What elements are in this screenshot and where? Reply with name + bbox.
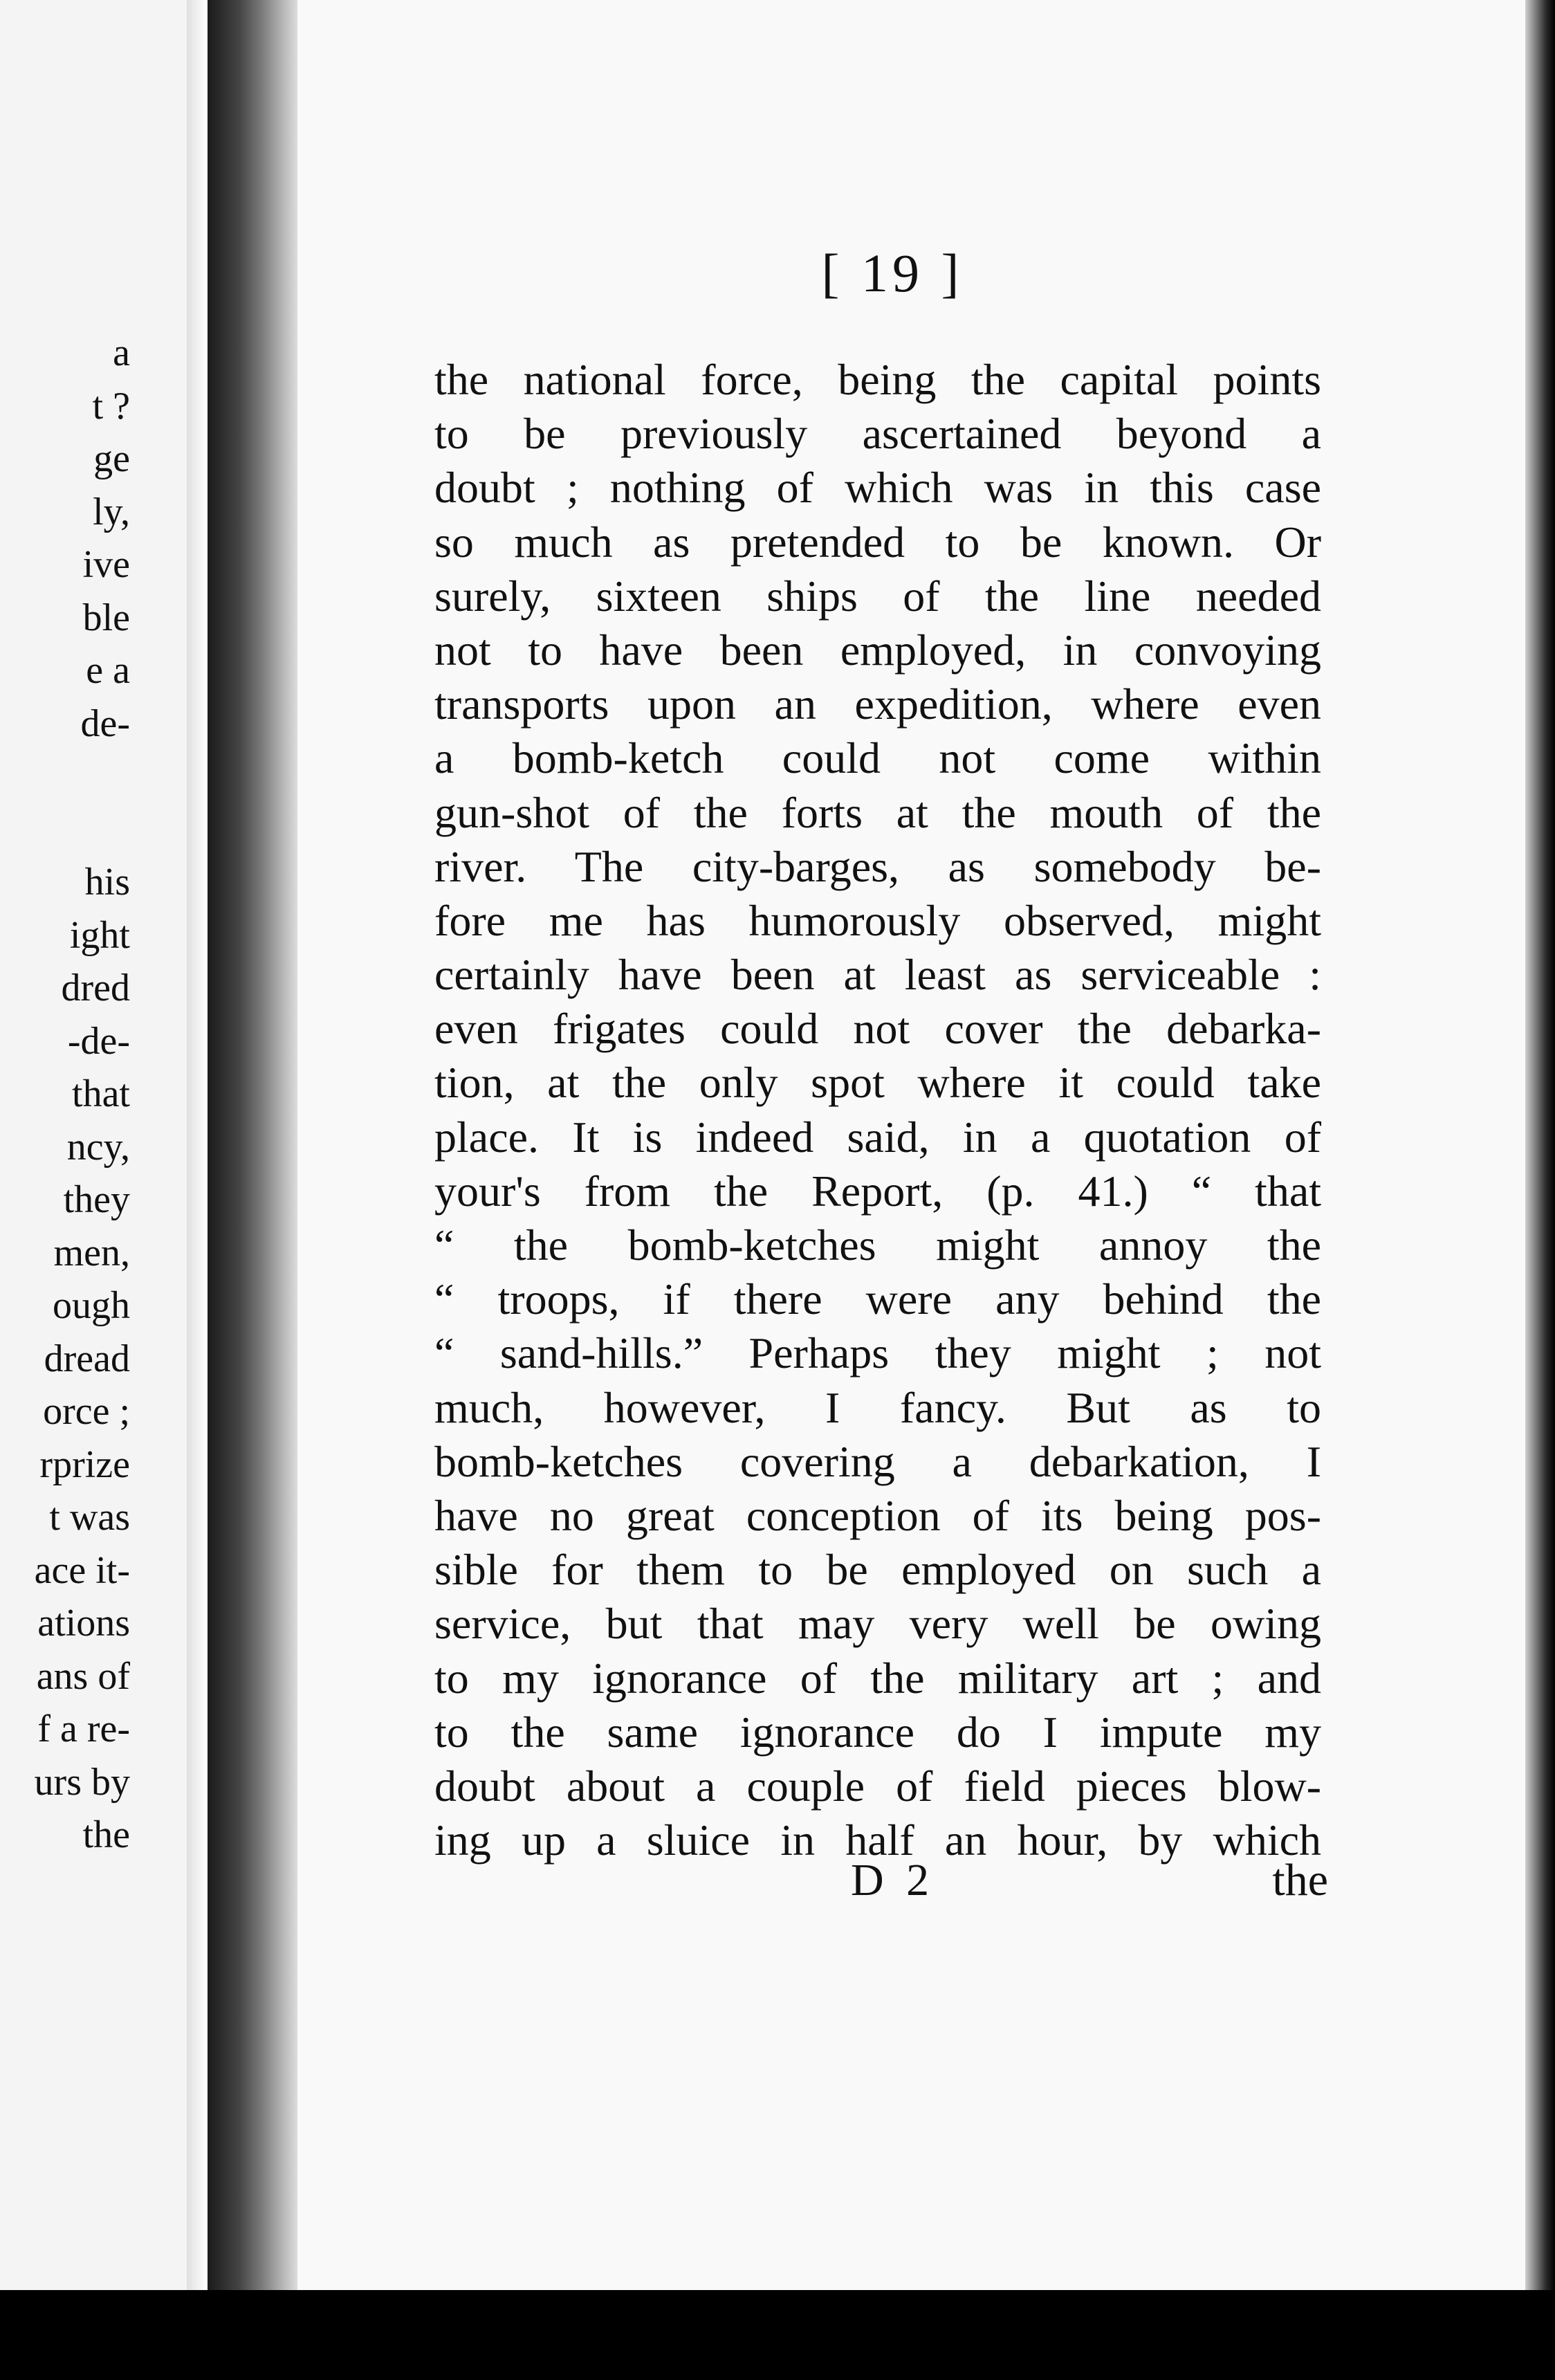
text-line: doubt about a couple of field pieces blow- — [434, 1761, 1321, 1811]
text-line: certainly have been at least as serviceable : — [434, 950, 1321, 1000]
page-number: [ 19 ] — [821, 243, 964, 303]
left-fragment-line: a — [113, 331, 130, 374]
left-fragment-line: the — [82, 1813, 130, 1856]
text-line: sible for them to be employed on such a — [434, 1545, 1321, 1595]
left-fragment-line — [0, 750, 130, 803]
left-fragment-line: ans of — [36, 1654, 130, 1698]
text-line: not to have been employed, in convoying — [434, 625, 1321, 675]
left-fragment-line: dred — [61, 967, 130, 1009]
text-line: “ the bomb-ketches might annoy the — [434, 1220, 1321, 1270]
left-fragment-line: urs by — [34, 1760, 130, 1804]
left-fragment-line: e a — [86, 649, 130, 692]
right-page-edge — [1525, 0, 1555, 2304]
left-fragment-line: ive — [82, 543, 130, 586]
left-fragment-line: ly, — [93, 490, 130, 533]
left-fragment-line: t was — [49, 1496, 130, 1539]
left-fragment-line: de- — [80, 702, 130, 745]
left-fragment-line: that — [72, 1072, 130, 1115]
text-line: surely, sixteen ships of the line needed — [434, 571, 1321, 621]
text-line: doubt ; nothing of which was in this case — [434, 463, 1321, 513]
text-line: bomb-ketches covering a debarkation, I — [434, 1436, 1321, 1486]
left-fragment-line: ough — [53, 1284, 130, 1327]
text-line: a bomb-ketch could not come within — [434, 733, 1321, 783]
text-line: to my ignorance of the military art ; and — [434, 1653, 1321, 1703]
left-fragment-line: ge — [93, 437, 130, 480]
catchword: the — [1272, 1855, 1328, 1905]
text-line: ing up a sluice in half an hour, by which — [434, 1815, 1321, 1865]
left-fragment-line: rprize — [39, 1443, 130, 1486]
text-line: your's from the Report, (p. 41.) “ that — [434, 1166, 1321, 1216]
text-line: much, however, I fancy. But as to — [434, 1382, 1321, 1432]
left-fragment-line — [0, 803, 130, 857]
text-line: service, but that may very well be owing — [434, 1599, 1321, 1649]
text-line: so much as pretended to be known. Or — [434, 517, 1321, 567]
text-line: river. The city-barges, as somebody be- — [434, 841, 1321, 891]
left-fragment-line: ight — [69, 913, 130, 957]
text-line: place. It is indeed said, in a quotation of — [434, 1112, 1321, 1162]
text-line: have no great conception of its being pos- — [434, 1490, 1321, 1540]
book-gutter — [208, 0, 297, 2304]
text-line: fore me has humorously observed, might — [434, 895, 1321, 945]
page-footer — [443, 1854, 1328, 1910]
left-fragment-line: dread — [44, 1337, 130, 1380]
left-fragment-line: ations — [37, 1602, 130, 1645]
text-line: the national force, being the capital points — [434, 355, 1321, 404]
left-fragment-line: ace it- — [34, 1548, 130, 1592]
text-line: tion, at the only spot where it could take — [434, 1058, 1321, 1108]
body-text — [434, 353, 1321, 1867]
left-page-text-fragments — [0, 327, 130, 1862]
text-line: “ sand-hills.” Perhaps they might ; not — [434, 1328, 1321, 1378]
text-line: gun-shot of the forts at the mouth of the — [434, 787, 1321, 837]
left-fragment-line: -de- — [67, 1019, 130, 1063]
left-fragment-line: orce ; — [43, 1390, 130, 1433]
signature-mark: D 2 — [851, 1855, 935, 1905]
text-line: even frigates could not cover the debarka- — [434, 1004, 1321, 1054]
text-line: transports upon an expedition, where even — [434, 679, 1321, 729]
left-fragment-line: his — [84, 861, 130, 904]
left-fragment-line: f a re- — [37, 1708, 130, 1750]
text-line: to be previously ascertained beyond a — [434, 409, 1321, 459]
text-line: “ troops, if there were any behind the — [434, 1274, 1321, 1324]
text-line: to the same ignorance do I impute my — [434, 1707, 1321, 1757]
left-page-edge — [187, 0, 208, 2304]
scan-border — [0, 2290, 1555, 2380]
left-fragment-line: t ? — [92, 384, 130, 428]
left-fragment-line: men, — [53, 1231, 130, 1274]
left-fragment-line: they — [63, 1178, 130, 1221]
left-fragment-line: ble — [82, 596, 130, 639]
left-fragment-line: ncy, — [66, 1125, 130, 1169]
